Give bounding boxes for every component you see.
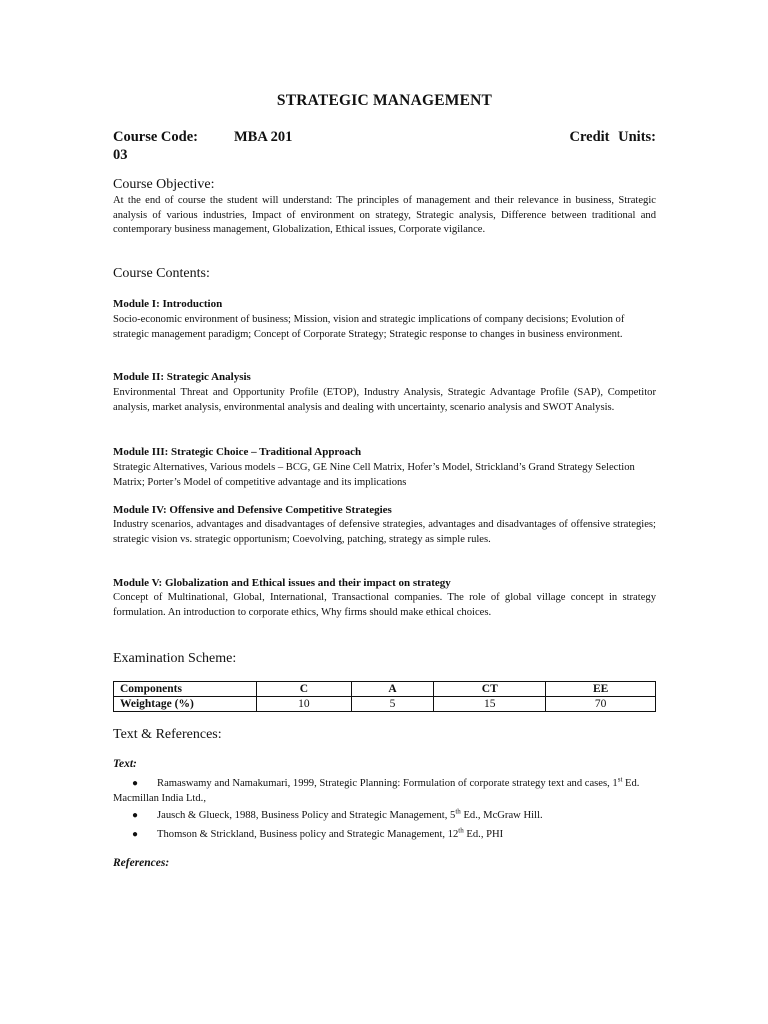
- module-2-text: Environmental Threat and Opportunity Profile (ETOP), Industry Analysis, Strategic Advantage Profile (SAP), Competitor analysis, market analysis, environmental analysis and dealing with uncertainty, scenario analysis and SWOT Analysis.: [113, 387, 656, 413]
- exam-header-ct: CT: [434, 682, 546, 697]
- module-3-title: Module III: Strategic Choice – Traditional Approach: [113, 446, 362, 458]
- document-page: [113, 0, 656, 1024]
- module-4-title: Module IV: Offensive and Defensive Competitive Strategies: [113, 504, 392, 516]
- module-1-text: Socio-economic environment of business; Mission, vision and strategic implications of company decisions; Evolution of strategic management paradigm; Concept of Corporate Strategy; Strategic response to changes in business environment.: [113, 314, 625, 340]
- module-2-title: Module II: Strategic Analysis: [113, 371, 251, 383]
- list-item: ● Ramaswamy and Namakumari, 1999, Strategic Planning: Formulation of corporate strategy text and cases, 1st Ed. Macmillan India Ltd.,: [113, 775, 640, 804]
- page-title: STRATEGIC MANAGEMENT: [276, 92, 493, 109]
- module-4-text: Industry scenarios, advantages and disadvantages of defensive strategies, advantages and disadvantages of offensive strategies; strategic vision vs. strategic opportunism; Coevolving, patching, strategy as simple rules.: [113, 519, 656, 545]
- credit-units-value: 03: [113, 147, 128, 163]
- objective-heading: Course Objective:: [113, 177, 215, 192]
- course-code-label: Course Code:: [113, 129, 198, 145]
- objective-text: At the end of course the student will understand: The principles of management and their relevance in business, Strategic analysis of various industries, Impact of environment on strategy, Strategic analysis, Difference between traditional and contemporary business management, Globalization, Ethical issues, Corporate vigilance.: [113, 195, 656, 236]
- course-code-value: MBA 201: [234, 129, 293, 145]
- exam-value-a: 5: [351, 697, 433, 712]
- module-1-title: Module I: Introduction: [113, 298, 223, 310]
- contents-heading: Course Contents:: [113, 266, 210, 281]
- bullet-icon: ●: [132, 778, 139, 789]
- module-5-title: Module V: Globalization and Ethical issues and their impact on strategy: [113, 577, 451, 589]
- exam-table: [113, 681, 656, 712]
- exam-header-c: C: [257, 682, 352, 697]
- credit-units-label: Credit Units:: [569, 129, 656, 145]
- list-item: ● Thomson & Strickland, Business policy and Strategic Management, 12th Ed., PHI: [113, 828, 656, 843]
- references-label: References:: [113, 857, 170, 869]
- exam-row-label: Weightage (%): [114, 697, 257, 712]
- text-label: Text:: [113, 758, 137, 770]
- exam-value-ee: 70: [546, 697, 656, 712]
- exam-header-components: Components: [114, 682, 257, 697]
- exam-value-ct: 15: [434, 697, 546, 712]
- exam-header-a: A: [351, 682, 433, 697]
- exam-value-c: 10: [257, 697, 352, 712]
- module-5-text: Concept of Multinational, Global, International, Transactional companies. The role of global village concept in strategy formulation. An introduction to corporate ethics, Why firms should make ethical choices.: [113, 592, 656, 618]
- exam-header-ee: EE: [546, 682, 656, 697]
- exam-weightage-row: [114, 697, 656, 712]
- references-heading: Text & References:: [113, 727, 222, 742]
- bullet-icon: ●: [132, 810, 139, 821]
- bullet-icon: ●: [132, 829, 139, 840]
- exam-heading: Examination Scheme:: [113, 651, 237, 666]
- list-item: ● Jausch & Glueck, 1988, Business Policy and Strategic Management, 5th Ed., McGraw Hill.: [113, 809, 656, 824]
- exam-header-row: [114, 682, 656, 697]
- module-3-text: Strategic Alternatives, Various models – BCG, GE Nine Cell Matrix, Hofer’s Model, Strickland’s Grand Strategy Selection Matrix; Porter’s Model of competitive advantage and its implications: [113, 462, 635, 488]
